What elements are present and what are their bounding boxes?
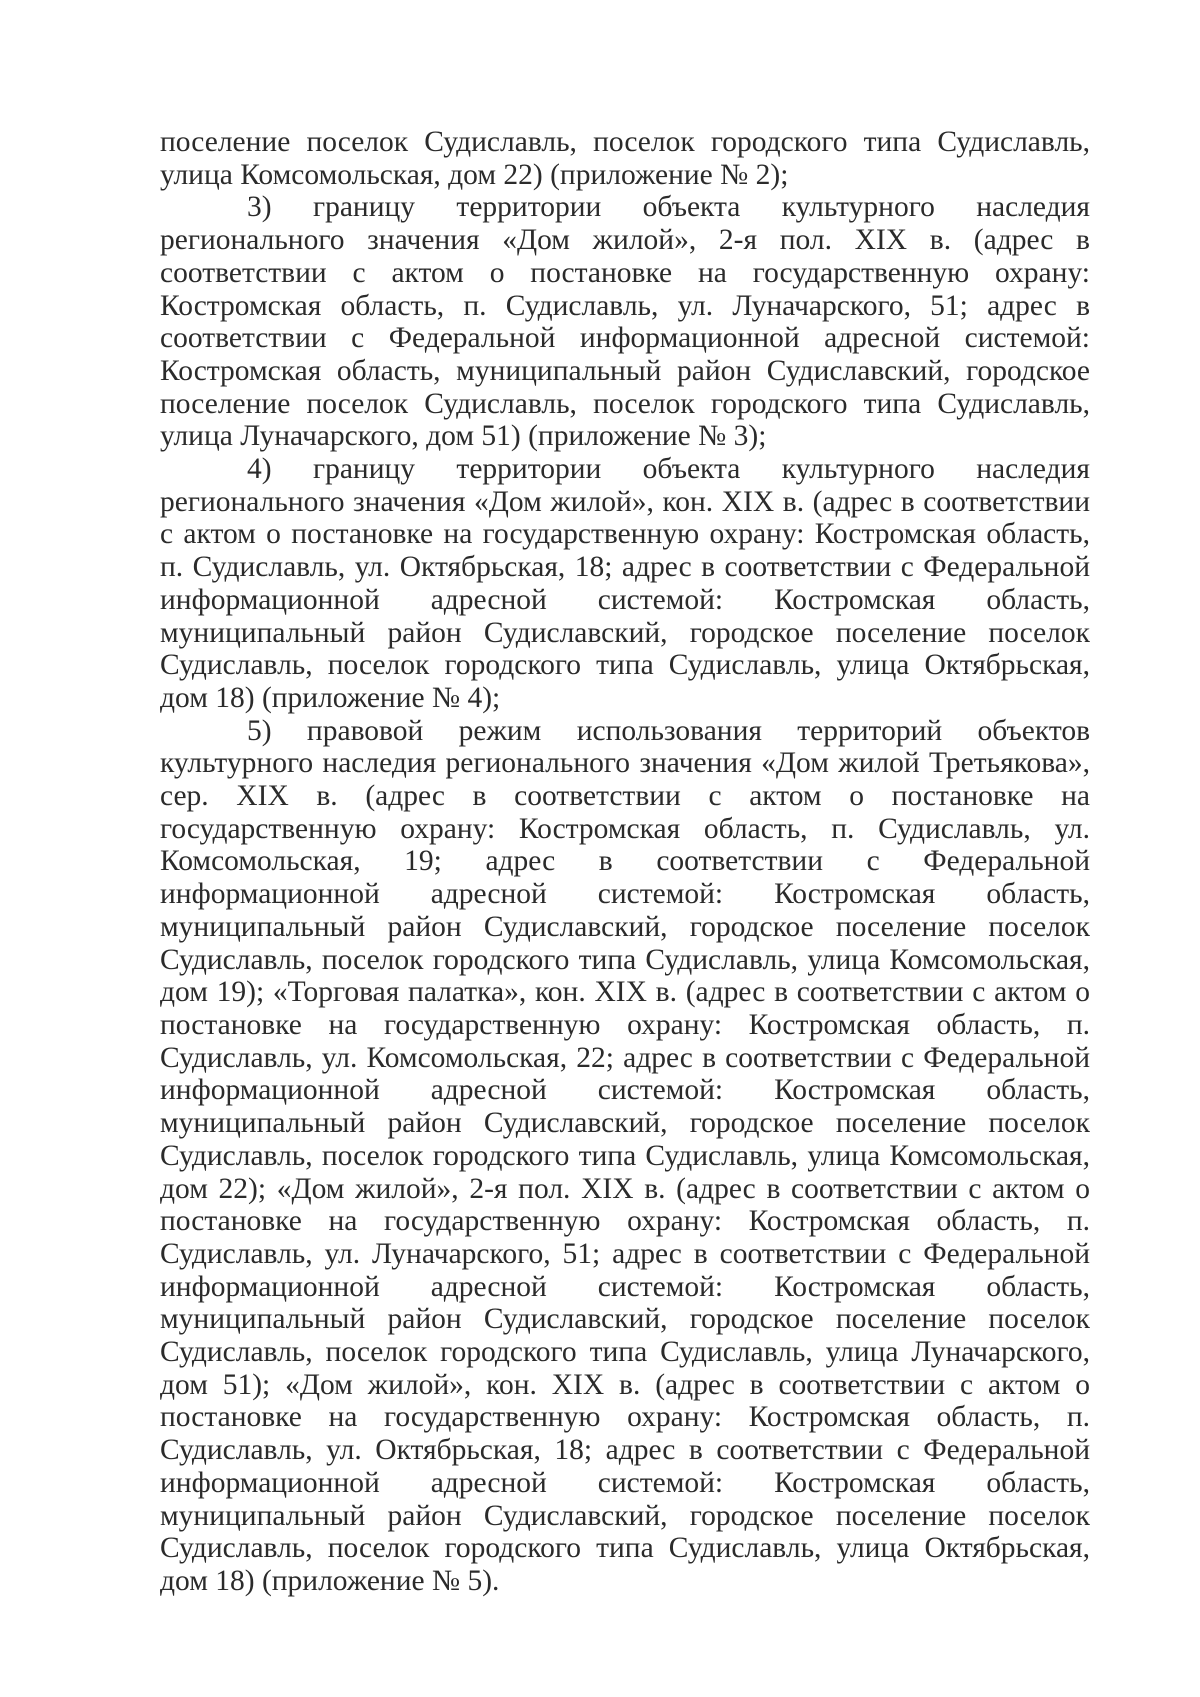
paragraph-continuation: поселение поселок Судиславль, поселок городского типа Судиславль, улица Комсомольская, дом 22) (приложение № 2); (160, 126, 1090, 191)
paragraph-item-4: 4) границу территории объекта культурного наследия регионального значения «Дом жилой», кон. XIX в. (адрес в соответствии с актом о постановке на государственную охрану: Костромская область, п. Судиславль, ул. Октябрьская, 18; адрес в соответствии с Федеральной информационной адресной системой: Костромская область, муниципальный район Судиславский, городское поселение поселок Судиславль, поселок городского типа Судиславль, улица Октябрьская, дом 18) (приложение № 4); (160, 453, 1090, 714)
paragraph-item-3: 3) границу территории объекта культурного наследия регионального значения «Дом жилой», 2-я пол. XIX в. (адрес в соответствии с актом о постановке на государственную охрану: Костромская область, п. Судиславль, ул. Луначарского, 51; адрес в соответствии с Федеральной информационной адресной системой: Костромская область, муниципальный район Судиславский, городское поселение поселок Судиславль, поселок городского типа Судиславль, улица Луначарского, дом 51) (приложение № 3); (160, 191, 1090, 453)
document-body (160, 126, 1090, 1598)
paragraph-item-5: 5) правовой режим использования территорий объектов культурного наследия регионального значения «Дом жилой Третьякова», сер. XIX в. (адрес в соответствии с актом о постановке на государственную охрану: Костромская область, п. Судиславль, ул. Комсомольская, 19; адрес в соответствии с Федеральной информационной адресной системой: Костромская область, муниципальный район Судиславский, городское поселение поселок Судиславль, поселок городского типа Судиславль, улица Комсомольская, дом 19); «Торговая палатка», кон. XIX в. (адрес в соответствии с актом о постановке на государственную охрану: Костромская область, п. Судиславль, ул. Комсомольская, 22; адрес в соответствии с Федеральной информационной адресной системой: Костромская область, муниципальный район Судиславский, городское поселение поселок Судиславль, поселок городского типа Судиславль, улица Комсомольская, дом 22); «Дом жилой», 2-я пол. XIX в. (адрес в соответствии с актом о постановке на государственную охрану: Костромская область, п. Судиславль, ул. Луначарского, 51; адрес в соответствии с Федеральной информационной адресной системой: Костромская область, муниципальный район Судиславский, городское поселение поселок Судиславль, поселок городского типа Судиславль, улица Луначарского, дом 51); «Дом жилой», кон. XIX в. (адрес в соответствии с актом о постановке на государственную охрану: Костромская область, п. Судиславль, ул. Октябрьская, 18; адрес в соответствии с Федеральной информационной адресной системой: Костромская область, муниципальный район Судиславский, городское поселение поселок Судиславль, поселок городского типа Судиславль, улица Октябрьская, дом 18) (приложение № 5). (160, 714, 1090, 1597)
